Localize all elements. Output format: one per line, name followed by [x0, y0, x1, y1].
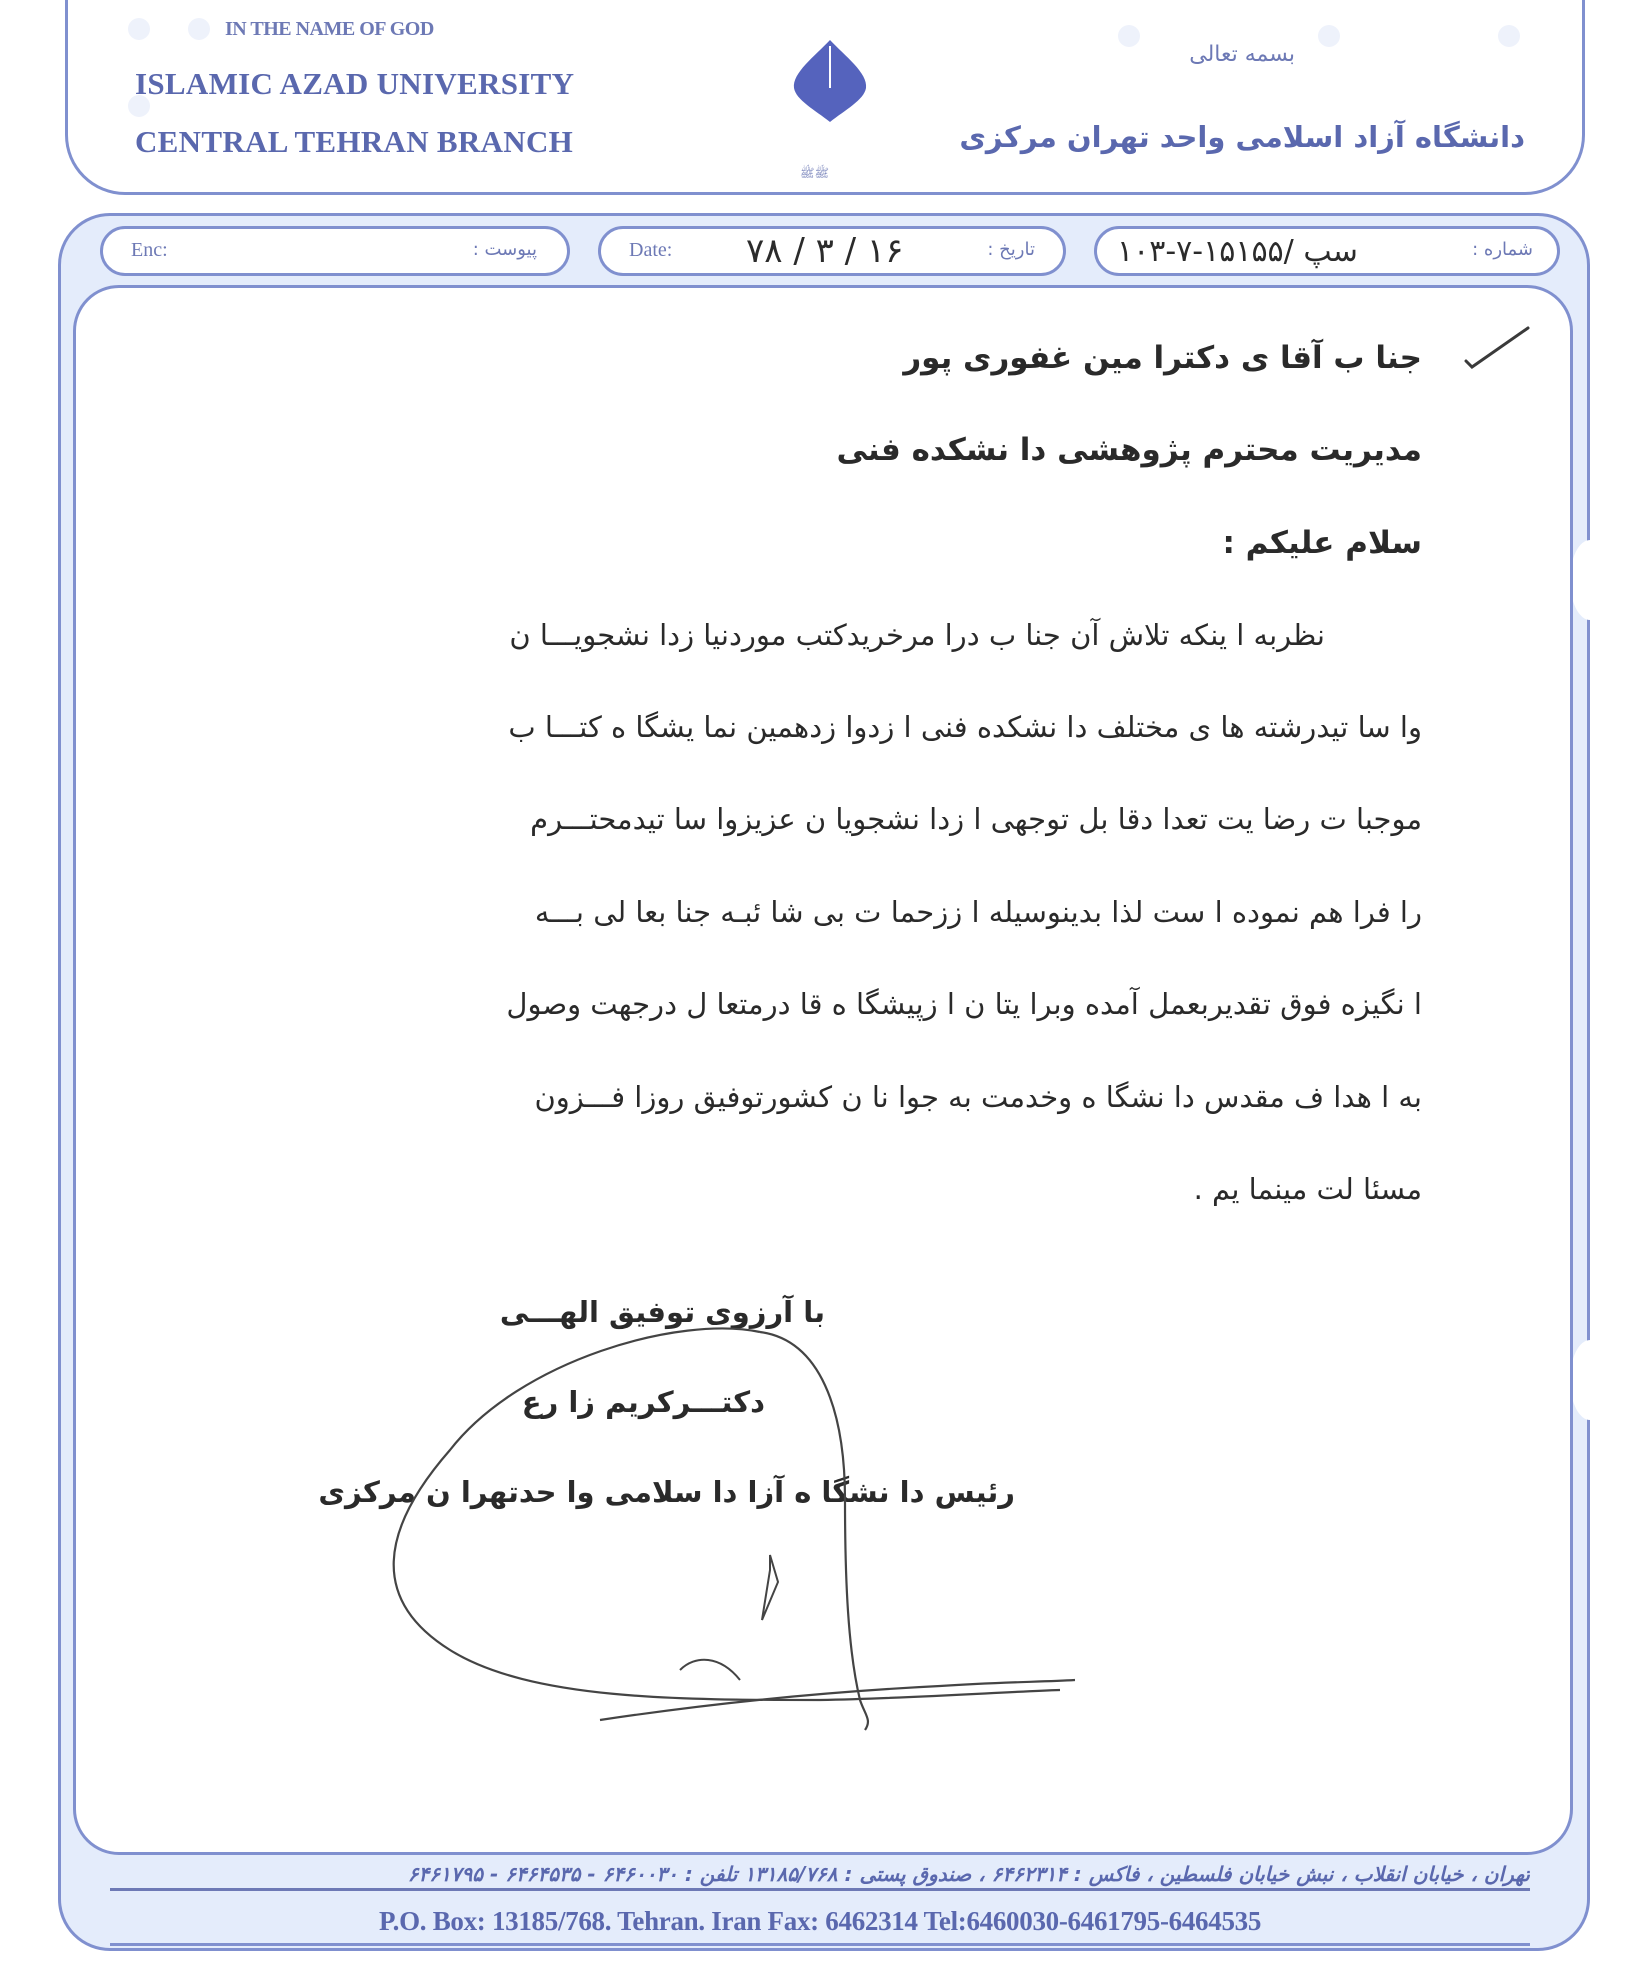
university-emblem-icon	[790, 38, 870, 123]
date-label-en: Date:	[629, 239, 673, 261]
en-branch-name: CENTRAL TEHRAN BRANCH	[135, 124, 574, 159]
number-field	[1094, 226, 1560, 276]
background-pattern	[188, 18, 210, 40]
body-line: مسئا لت مینما یم .	[1193, 1172, 1422, 1206]
date-value: ۷۸ / ۳ / ۱۶	[746, 231, 904, 271]
frame-notch	[1570, 1340, 1610, 1420]
body-line: وا سا تیدرشته ها ی مختلف دا نشکده فنی ا زدوا زدهمین نما یشگا ه کتـــا ب	[508, 710, 1422, 744]
body-line: به ا هدا ف مقدس دا نشگا ه وخدمت به جوا نا ن کشورتوفیق روزا فـــزون	[534, 1080, 1422, 1114]
checkmark-icon	[1460, 325, 1530, 375]
body-line: را فرا هم نموده ا ست لذا بدینوسیله ا ززحما ت بی شا ئبـه جنا بعا لی بـــه	[534, 895, 1422, 929]
background-pattern	[1498, 25, 1520, 47]
date-field	[598, 226, 1066, 276]
recipient-title: مدیریت محترم پژوهشی دا نشکده فنی	[836, 432, 1422, 468]
emblem-caption: ﷺﷺ	[800, 166, 829, 180]
enclosure-label-fa: پیوست :	[472, 239, 537, 260]
footer-address-en: P.O. Box: 13185/768. Tehran. Iran Fax: 6462314 Tel:6460030-6461795-6464535	[378, 1906, 1262, 1936]
body-line: موجبا ت رضا یت تعدا دقا بل توجهی ا زدا نشجویا ن عزیزوا سا تیدمحتـــرم	[530, 802, 1422, 836]
footer-divider	[110, 1943, 1530, 1946]
footer-address-fa: تهران ، خیابان انقلاب ، نبش خیابان فلسطین ، فاکس : ۶۴۶۲۳۱۴ ، صندوق پستی : ۱۳۱۸۵/۷۶۸ تلفن : ۶۴۶۰۰۳۰ - ۶۴۶۴۵۳۵ - ۶۴۶۱۷۹۵	[110, 1862, 1530, 1891]
greeting: سلام علیکم :	[1222, 525, 1422, 561]
signatory-name: دکتـــرکریم زا رع	[521, 1385, 765, 1419]
body-line: ا نگیزه فوق تقدیربعمل آمده وبرا یتا ن ا زپیشگا ه قا درمتعا ل درجهت وصول	[506, 987, 1422, 1021]
body-line: نظربه ا ینکه تلاش آن جنا ب درا مرخریدکتب موردنیا زدا نشجویـــا ن	[509, 618, 1325, 652]
enclosure-label-en: Enc:	[131, 239, 168, 261]
letter-number-value: ۱۰۳-۷-۱۵۱۵۵/ سپ	[1117, 234, 1358, 269]
background-pattern	[1318, 25, 1340, 47]
fa-invocation: بسمه تعالی	[1189, 42, 1295, 67]
background-pattern	[128, 18, 150, 40]
date-label-fa: تاریخ :	[987, 239, 1035, 260]
en-university-name: ISLAMIC AZAD UNIVERSITY	[135, 66, 575, 101]
en-invocation: IN THE NAME OF GOD	[225, 18, 434, 40]
closing: با آرزوی توفیق الهـــی	[499, 1295, 825, 1329]
number-label-fa: شماره :	[1472, 239, 1533, 260]
background-pattern	[1118, 25, 1140, 47]
fa-university-name: دانشگاه آزاد اسلامی واحد تهران مرکزی	[959, 120, 1525, 154]
letter-content-area	[73, 285, 1573, 1855]
signatory-title: رئیس دا نشگا ه آزا دا سلامی وا حدتهرا ن مرکزی	[318, 1475, 1015, 1509]
recipient-name: جنا ب آقا ی دکترا مین غفوری پور	[903, 340, 1422, 376]
frame-notch	[1570, 540, 1610, 620]
enclosure-field	[100, 226, 570, 276]
